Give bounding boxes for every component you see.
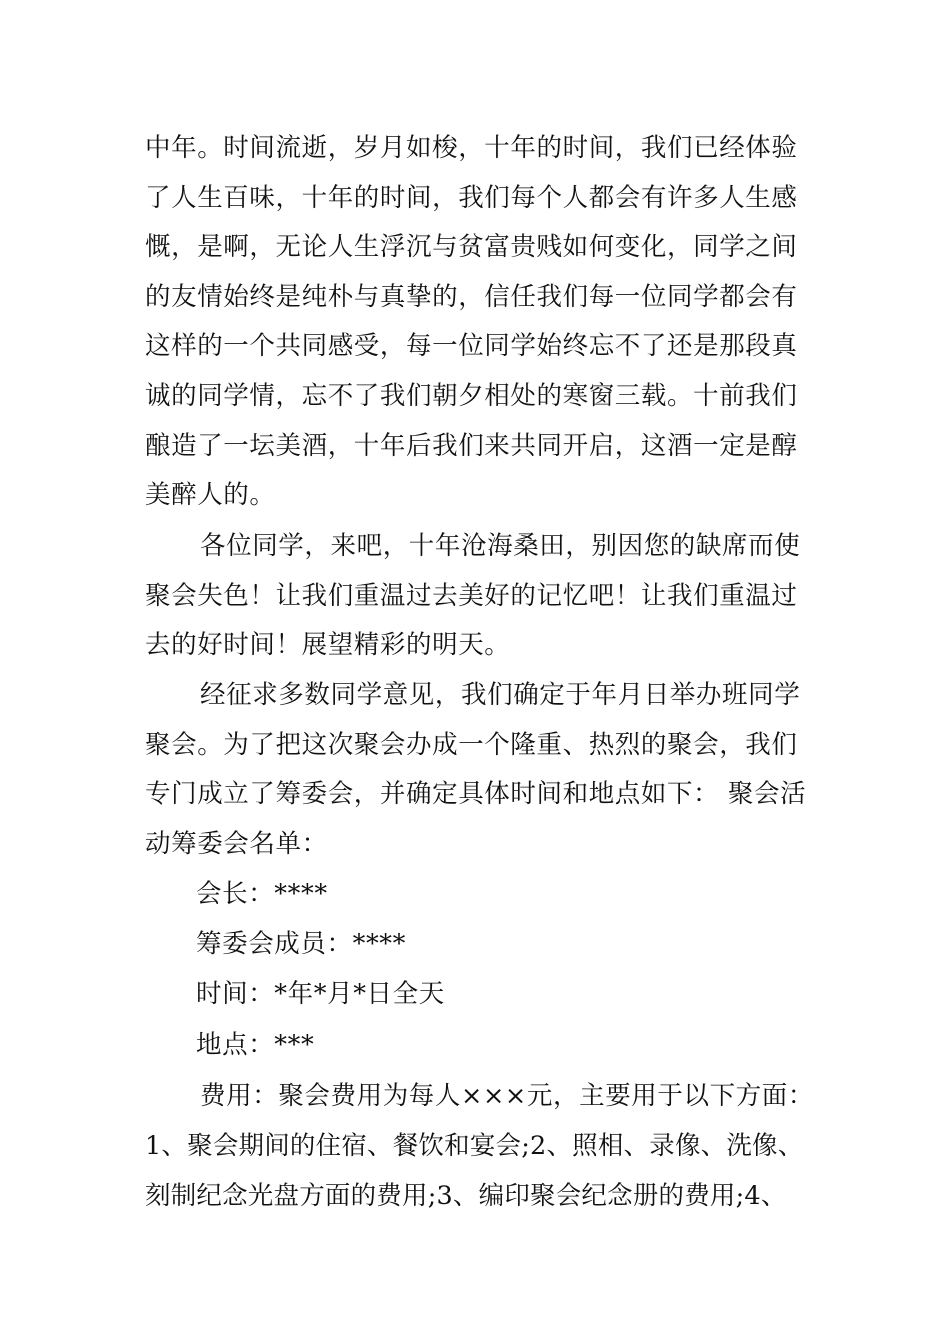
text-line: 了人生百味，十年的时间，我们每个人都会有许多人生感: [145, 183, 798, 213]
detail-chairman: 会长：****: [196, 879, 328, 909]
detail-cost: 费用：聚会费用为每人×××元，主要用于以下方面：: [200, 1081, 814, 1111]
text-line: 聚会失色！让我们重温过去美好的记忆吧！让我们重温过: [145, 581, 798, 611]
detail-location: 地点：***: [196, 1030, 315, 1060]
detail-time: 时间：*年*月*日全天: [196, 979, 445, 1009]
text-line: 聚会。为了把这次聚会办成一个隆重、热烈的聚会，我们: [145, 730, 798, 760]
paragraph-start: 经征求多数同学意见，我们确定于年月日举办班同学: [200, 680, 801, 710]
paragraph-start: 各位同学，来吧，十年沧海桑田，别因您的缺席而使: [200, 531, 801, 561]
text-line: 动筹委会名单：: [145, 829, 328, 859]
text-line: 诚的同学情，忘不了我们朝夕相处的寒窗三载。十前我们: [145, 381, 798, 411]
text-line: 去的好时间！展望精彩的明天。: [145, 630, 511, 660]
text-line: 中年。时间流逝，岁月如梭，十年的时间，我们已经体验: [145, 133, 798, 163]
detail-committee: 筹委会成员：****: [196, 929, 407, 959]
text-line: 这样的一个共同感受，每一位同学始终忘不了还是那段真: [145, 331, 798, 361]
text-line: 的友情始终是纯朴与真挚的，信任我们每一位同学都会有: [145, 282, 798, 312]
text-line: 美醉人的。: [145, 480, 276, 510]
text-line: 专门成立了筹委会，并确定具体时间和地点如下： 聚会活: [145, 779, 807, 809]
text-line: 慨，是啊，无论人生浮沉与贫富贵贱如何变化，同学之间: [145, 232, 798, 262]
text-line: 刻制纪念光盘方面的费用;3、编印聚会纪念册的费用;4、: [145, 1181, 787, 1211]
text-line: 酿造了一坛美酒，十年后我们来共同开启，这酒一定是醇: [145, 431, 798, 461]
text-line: 1、聚会期间的住宿、餐饮和宴会;2、照相、录像、洗像、: [145, 1131, 804, 1161]
